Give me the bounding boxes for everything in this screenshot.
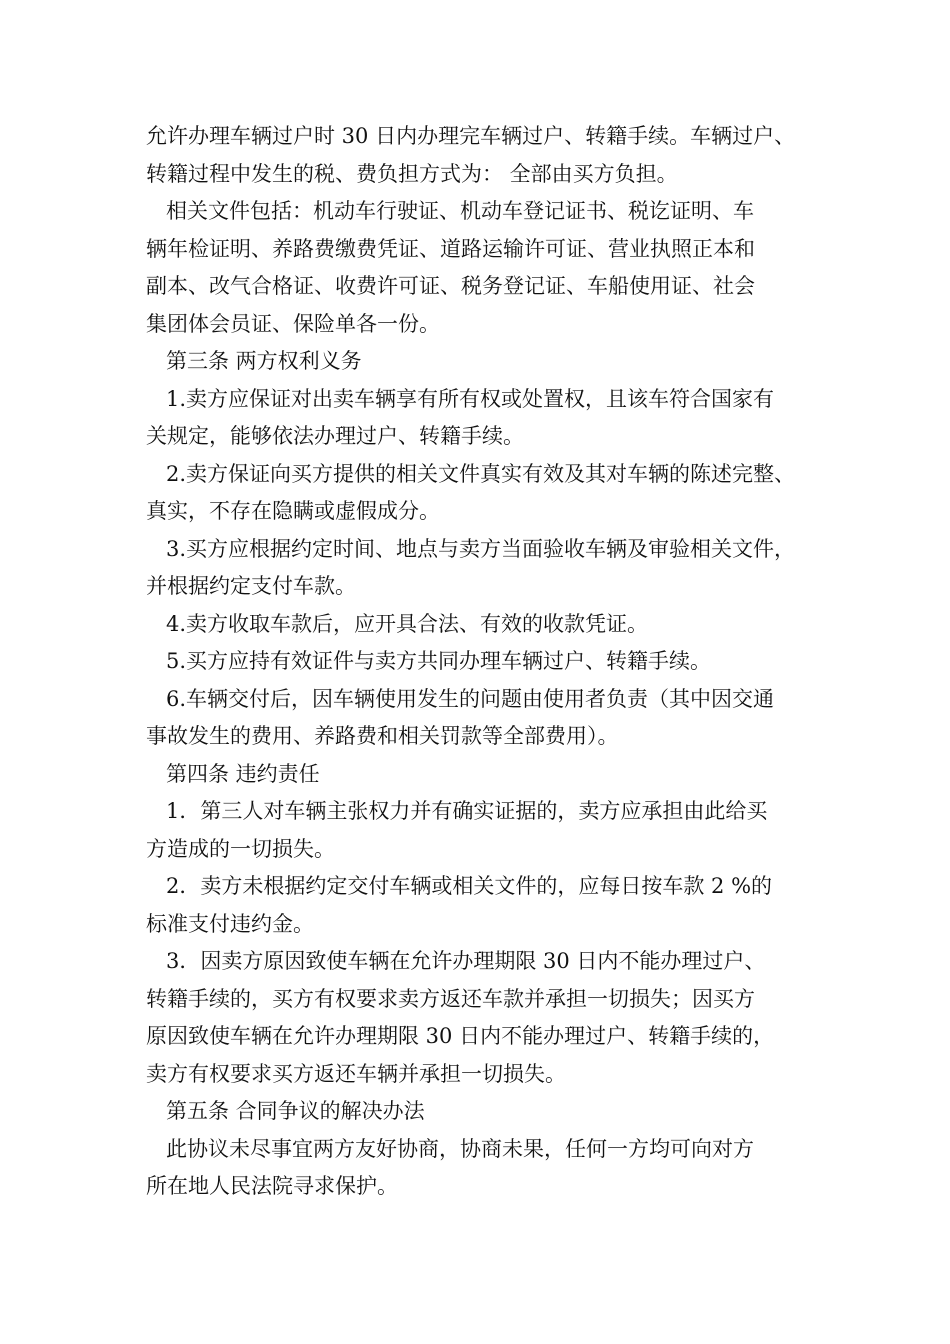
section-heading [146,1093,846,1131]
text-line: 1．第三人对车辆主张权力并有确实证据的，卖方应承担由此给买 [166,799,768,823]
paragraph [146,643,846,681]
text-line: 1.卖方应保证对出卖车辆享有所有权或处置权，且该车符合国家有 [166,386,775,411]
text-line: 所在地人民法院寻求保护。 [146,1174,398,1198]
text-line: 事故发生的费用、养路费和相关罚款等全部费用）。 [146,724,619,748]
text-line: 此协议未尽事宜两方友好协商，协商未果，任何一方均可向对方 [166,1136,754,1161]
paragraph [146,456,846,531]
paragraph [146,118,846,193]
text-line: 集团体会员证、保险单各一份。 [146,311,440,336]
paragraph [146,193,846,343]
paragraph [146,868,846,943]
text-line: 转籍手续的，买方有权要求卖方返还车款并承担一切损失；因买方 [146,986,755,1011]
paragraph [146,606,846,644]
text-line: 转籍过程中发生的税、费负担方式为： 全部由买方负担。 [146,161,678,186]
text-line: 真实，不存在隐瞒或虚假成分。 [146,499,440,523]
text-line: 3．因卖方原因致使车辆在允许办理期限 30 日内不能办理过户、 [166,949,766,973]
paragraph [146,531,846,606]
text-line: 标准支付违约金。 [146,911,314,936]
text-line: 第三条 两方权利义务 [166,349,362,373]
text-line: 卖方有权要求买方返还车辆并承担一切损失。 [146,1061,566,1086]
text-line: 2.卖方保证向买方提供的相关文件真实有效及其对车辆的陈述完整、 [166,461,796,486]
paragraph [146,381,846,456]
text-line: 方造成的一切损失。 [146,836,335,861]
text-line: 5.买方应持有效证件与卖方共同办理车辆过户、转籍手续。 [166,649,712,673]
text-line: 关规定，能够依法办理过户、转籍手续。 [146,424,524,448]
text-line: 并根据约定支付车款。 [146,574,356,598]
paragraph [146,681,846,756]
section-heading [146,343,846,381]
paragraph [146,1131,846,1206]
text-line: 4.卖方收取车款后，应开具合法、有效的收款凭证。 [166,611,649,636]
text-line: 允许办理车辆过户时 30 日内办理完车辆过户、转籍手续。车辆过户、 [146,124,796,148]
paragraph [146,793,846,868]
text-line: 第四条 违约责任 [166,761,320,786]
text-line: 相关文件包括：机动车行驶证、机动车登记证书、税讫证明、车 [166,199,754,223]
text-line: 6.车辆交付后，因车辆使用发生的问题由使用者负责（其中因交通 [166,686,775,711]
text-line: 副本、改气合格证、收费许可证、税务登记证、车船使用证、社会 [146,274,755,298]
text-line: 辆年检证明、养路费缴费凭证、道路运输许可证、营业执照正本和 [146,236,755,261]
section-heading [146,756,846,794]
text-line: 原因致使车辆在允许办理期限 30 日内不能办理过户、转籍手续的， [146,1024,775,1048]
paragraph [146,943,846,1093]
text-line: 第五条 合同争议的解决办法 [166,1099,425,1123]
document-body [146,118,846,1206]
text-line: 2．卖方未根据约定交付车辆或相关文件的，应每日按车款 2 %的 [166,874,773,898]
text-line: 3.买方应根据约定时间、地点与卖方当面验收车辆及审验相关文件， [166,536,796,561]
